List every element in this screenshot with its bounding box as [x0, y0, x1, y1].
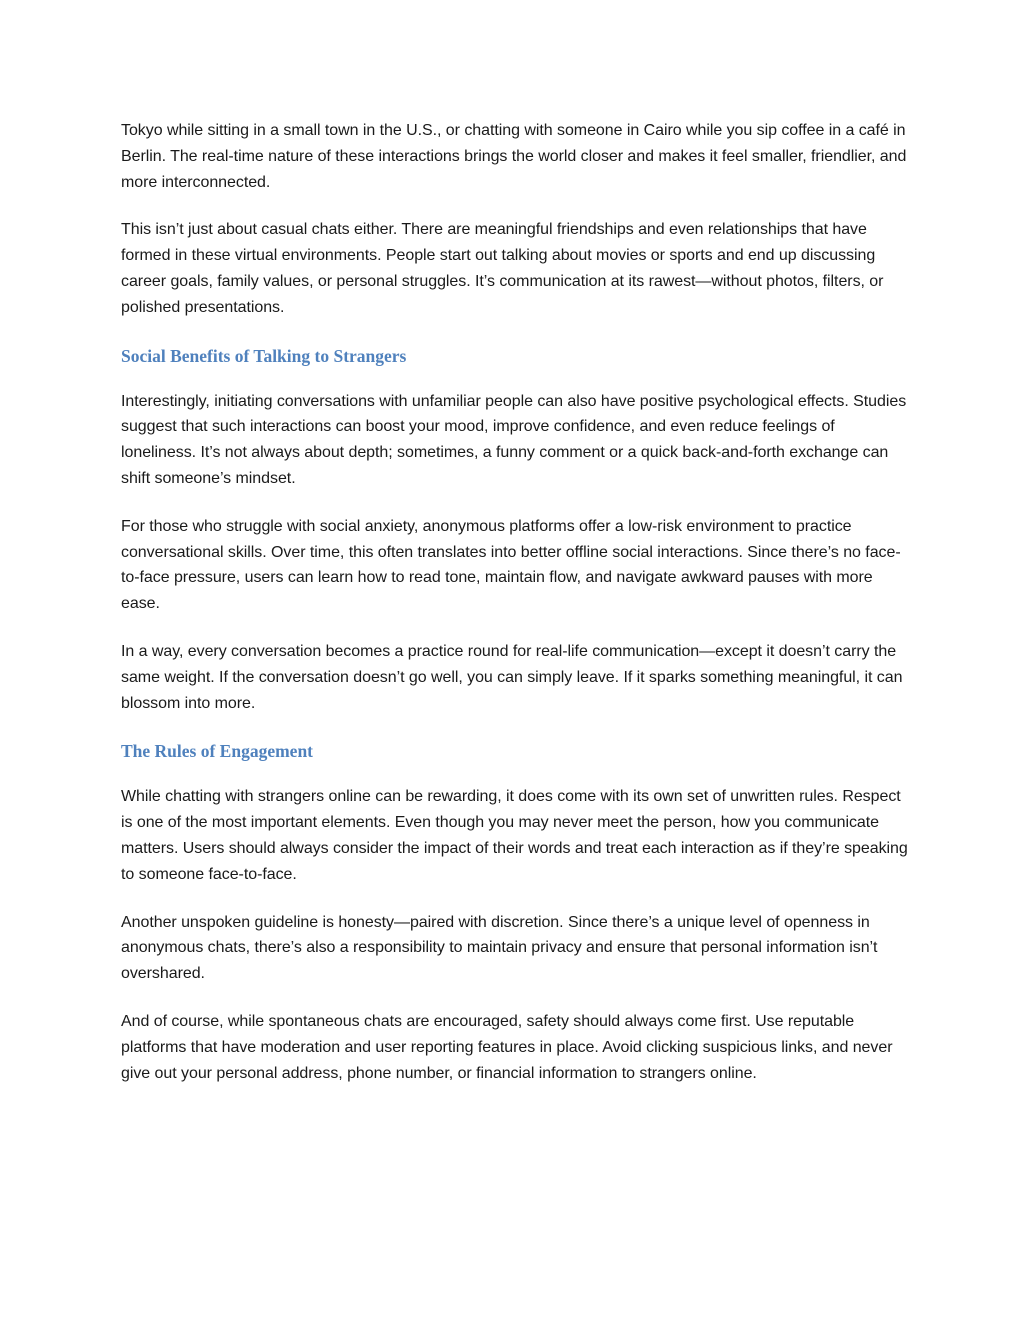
document-page — [121, 118, 911, 1108]
paragraph-rules-2: Another unspoken guideline is honesty—paired with discretion. Since there’s a unique level of openness in anonymous chats, there’s also a responsibility to maintain privacy and ensure that personal information isn’t overshared. — [121, 913, 878, 983]
paragraph-social-benefits-1: Interestingly, initiating conversations with unfamiliar people can also have positive psychological effects. Studies suggest that such interactions can boost your mood, improve confidence, and even reduce feelings of loneliness. It’s not always about depth; sometimes, a funny comment or a quick back-and-forth exchange can shift someone’s mindset. — [121, 392, 907, 487]
section-heading-social-benefits: Social Benefits of Talking to Strangers — [121, 345, 407, 366]
paragraph-intro-2: This isn’t just about casual chats either. There are meaningful friendships and even relationships that have formed in these virtual environments. People start out talking about movies or sports and end up discussing career goals, family values, or personal struggles. It’s communication at its rawest—without photos, filters, or polished presentations. — [121, 221, 884, 316]
section-heading-rules-of-engagement: The Rules of Engagement — [121, 741, 314, 762]
paragraph-rules-3: And of course, while spontaneous chats are encouraged, safety should always come first. Use reputable platforms that have moderation and user reporting features in place. Avoid clicking suspicious links, and never give out your personal address, phone number, or financial information to strangers online. — [121, 1012, 893, 1082]
paragraph-intro-1: Tokyo while sitting in a small town in the U.S., or chatting with someone in Cairo while you sip coffee in a café in Berlin. The real-time nature of these interactions brings the world closer and makes it feel smaller, friendlier, and more interconnected. — [121, 122, 907, 191]
paragraph-social-benefits-3: In a way, every conversation becomes a practice round for real-life communication—except it doesn’t carry the same weight. If the conversation doesn’t go well, you can simply leave. If it sparks something meaningful, it can blossom into more. — [121, 642, 903, 712]
paragraph-social-benefits-2: For those who struggle with social anxiety, anonymous platforms offer a low-risk environment to practice conversational skills. Over time, this often translates into better offline social interactions. Since there’s no face-to-face pressure, users can learn how to read tone, maintain flow, and navigate awkward pauses with more ease. — [121, 517, 901, 613]
paragraph-rules-1: While chatting with strangers online can be rewarding, it does come with its own set of unwritten rules. Respect is one of the most important elements. Even though you may never meet the person, how you communicate matters. Users should always consider the impact of their words and treat each interaction as if they’re speaking to someone face-to-face. — [121, 788, 908, 883]
